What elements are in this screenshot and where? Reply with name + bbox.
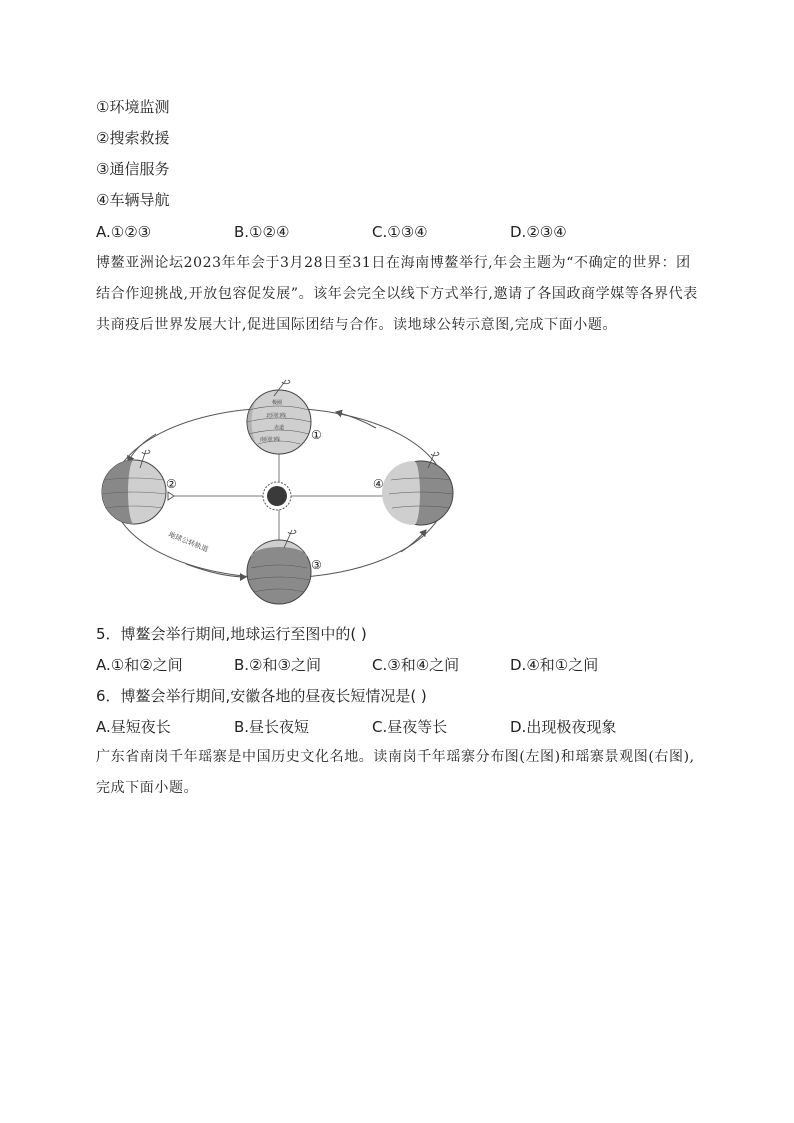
position-label-2: ② — [166, 477, 177, 491]
globe-position-1 — [247, 380, 311, 454]
globe-position-4 — [382, 452, 453, 525]
q4-option-c: C.①③④ — [372, 223, 428, 241]
q6-option-a: A.昼短夜长 — [96, 718, 171, 736]
closing-paragraph: 广东省南岗千年瑶寨是中国历史文化名地。读南岗千年瑶寨分布图(左图)和瑶寨景观图(右图),完成下面小题。 — [96, 749, 695, 796]
axis-marker-left — [168, 492, 174, 500]
sun — [263, 482, 291, 510]
orbit-label: 地球公转轨道 — [167, 530, 210, 554]
globe-position-2 — [102, 450, 166, 524]
position-label-4: ④ — [373, 477, 384, 491]
list-item-navigation: ④车辆导航 — [96, 191, 170, 209]
q5-option-b: B.②和③之间 — [234, 656, 321, 674]
q4-option-a: A.①②③ — [96, 223, 152, 241]
q5-option-c: C.③和④之间 — [372, 656, 460, 674]
position-label-3: ③ — [311, 558, 322, 572]
q5-stem: 5．博鳌会举行期间,地球运行至图中的( ) — [96, 625, 367, 643]
globe-label-polar: 极圈 — [272, 400, 283, 406]
intro-paragraph: 博鳌亚洲论坛2023年年会于3月28日至31日在海南博鳌举行,年会主题为“不确定的世界：团结合作迎挑战,开放包容促发展”。该年会完全以线下方式举行,邀请了各国政商学媒等各界代表共商疫后世界发展大计,促进国际团结与合作。读地球公转示意图,完成下面小题。 — [96, 255, 698, 333]
globe-label-tropic-north: 北回归线 — [266, 413, 287, 419]
earth-revolution-diagram — [96, 372, 466, 608]
q6-option-d: D.出现极夜现象 — [510, 718, 617, 736]
position-label-1: ① — [311, 428, 322, 442]
globe-label-tropic-south: 南回归线 — [260, 437, 281, 443]
globe-label-equator: 赤道 — [274, 425, 285, 431]
q6-option-b: B.昼长夜短 — [234, 718, 310, 736]
globe-position-3 — [247, 530, 311, 604]
q6-stem: 6．博鳌会举行期间,安徽各地的昼夜长短情况是( ) — [96, 687, 427, 705]
q4-option-d: D.②③④ — [510, 223, 567, 241]
q5-option-d: D.④和①之间 — [510, 656, 599, 674]
list-item-environment: ①环境监测 — [96, 98, 170, 116]
list-item-rescue: ②搜索救援 — [96, 129, 170, 147]
q6-option-c: C.昼夜等长 — [372, 718, 448, 736]
q4-option-b: B.①②④ — [234, 223, 290, 241]
q5-option-a: A.①和②之间 — [96, 656, 183, 674]
list-item-communication: ③通信服务 — [96, 160, 170, 178]
